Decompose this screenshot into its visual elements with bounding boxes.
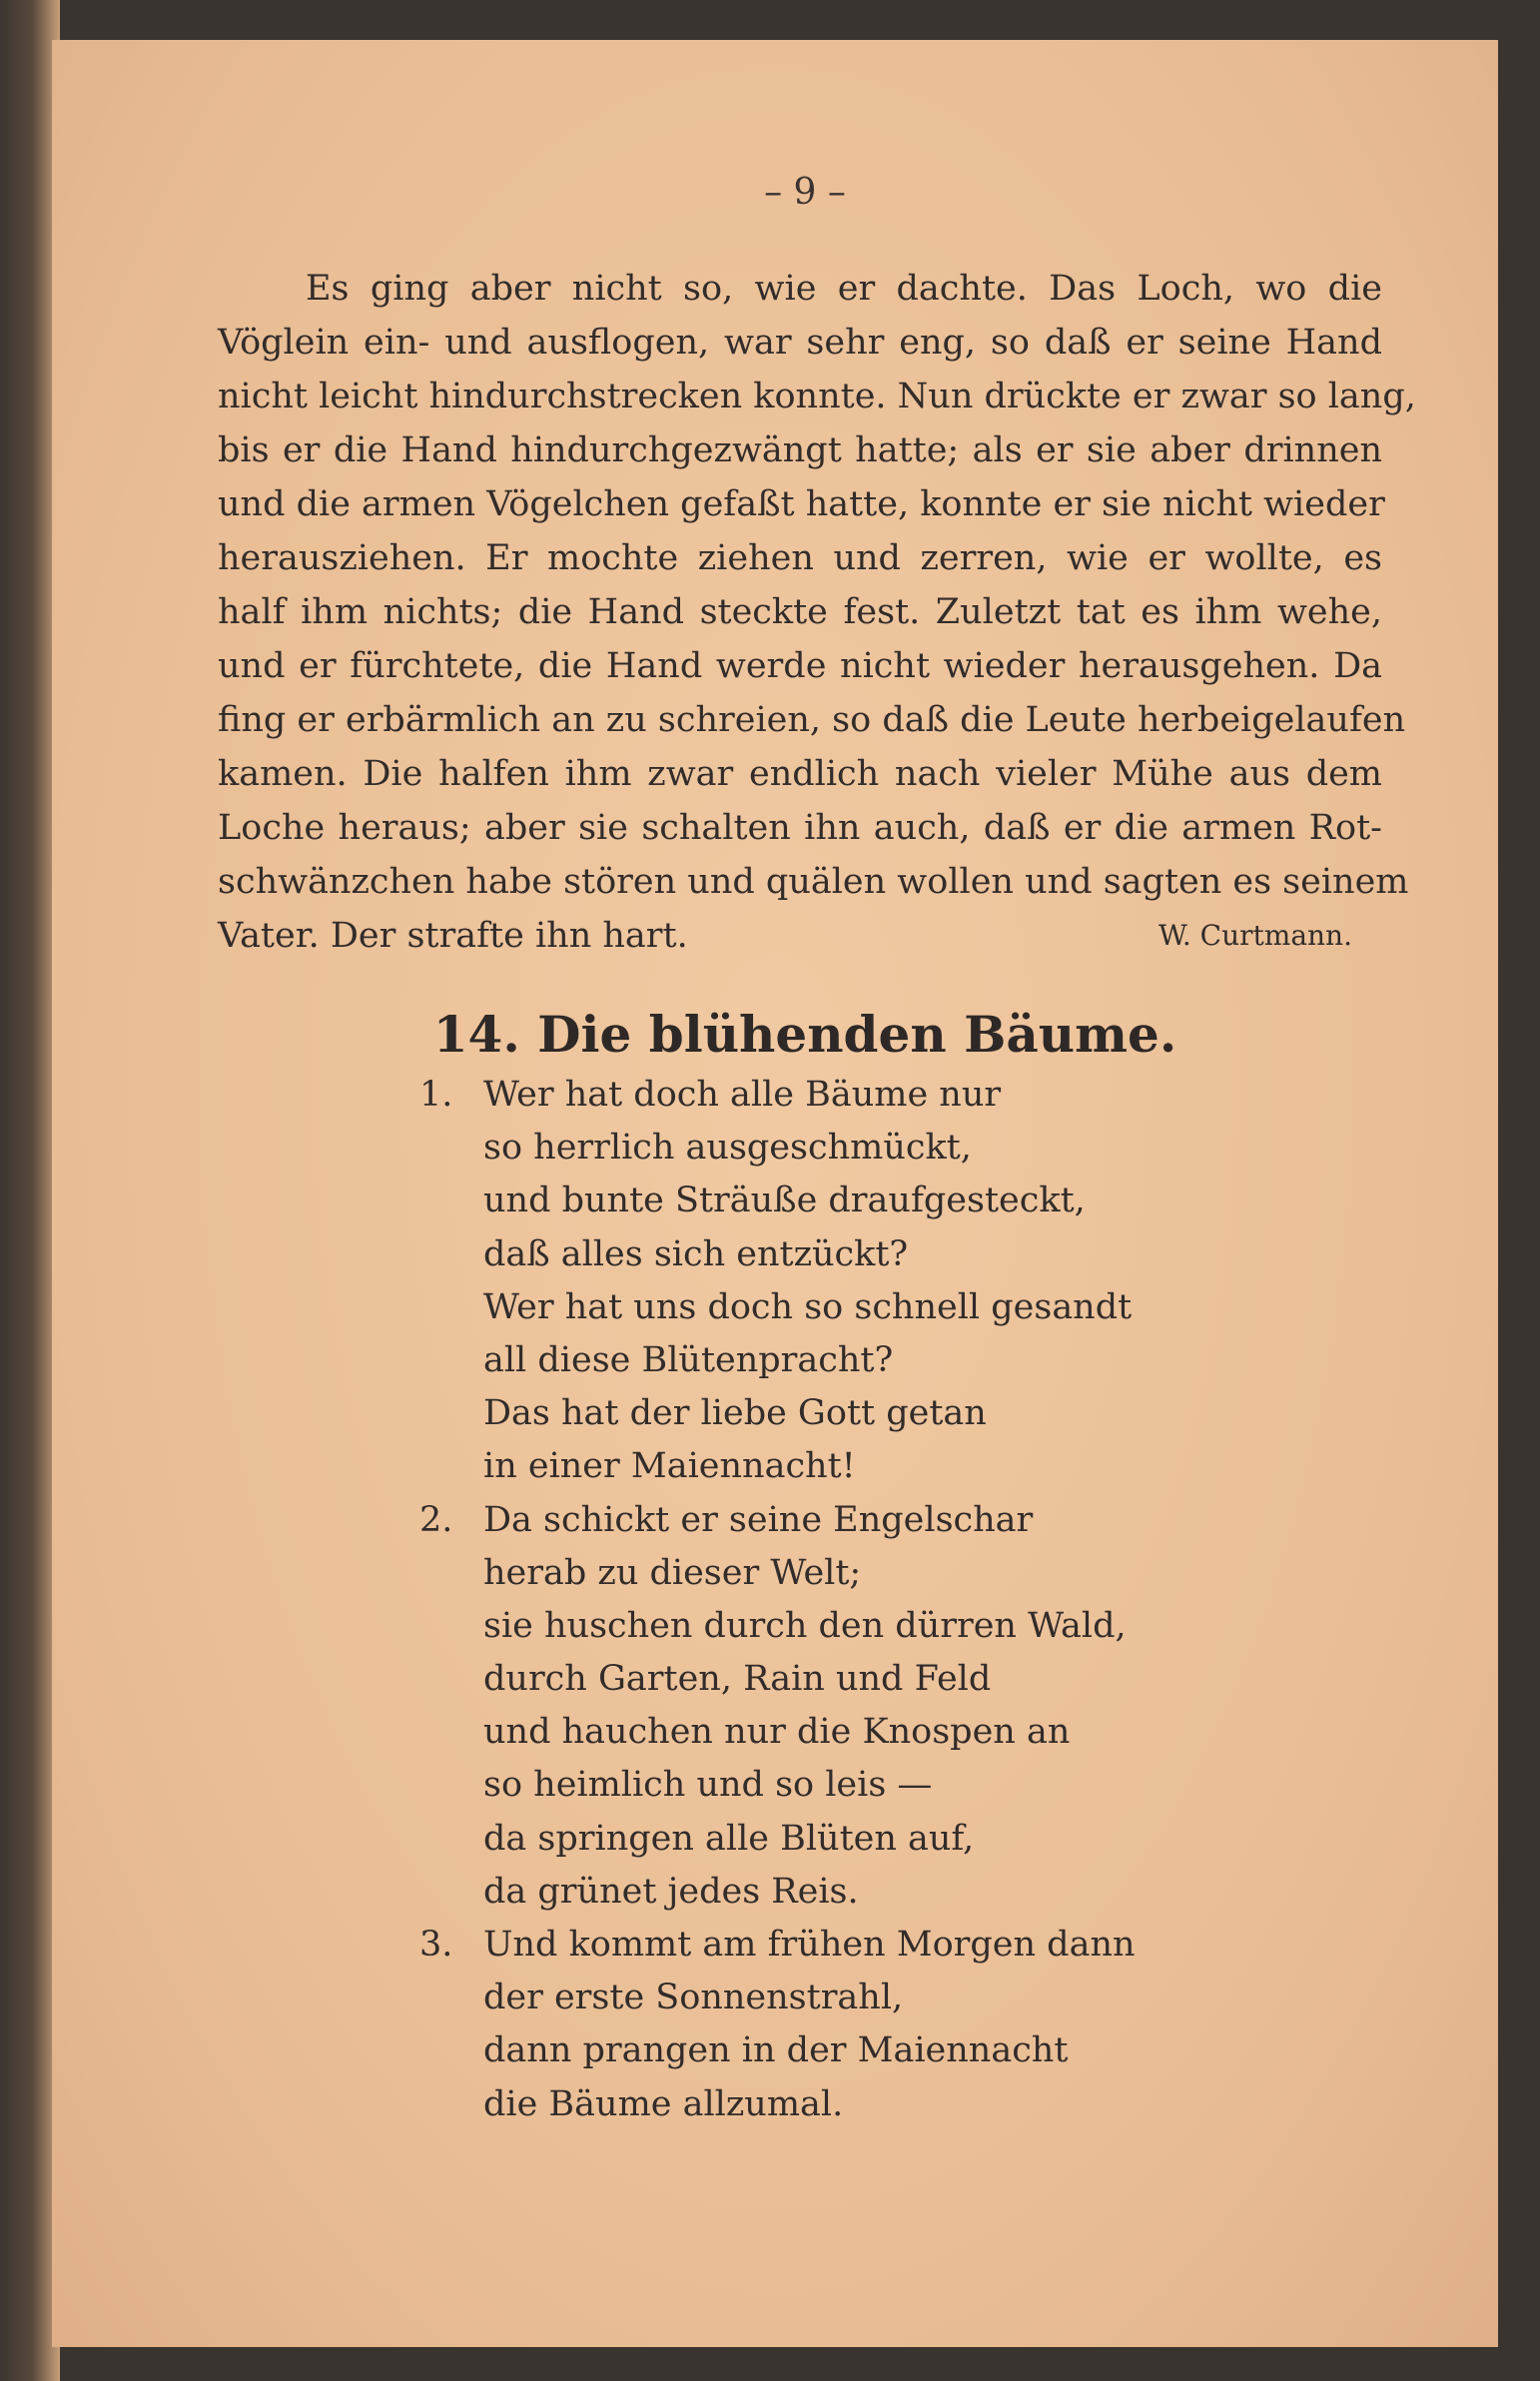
text-line: schwänzchen habe stören und quälen wollen und sagten es seinem: [218, 862, 1409, 902]
stanza-number: 2.: [419, 1499, 453, 1540]
stanza-number: 3.: [419, 1925, 453, 1965]
text-line: bis er die Hand hindurchgezwängt hatte; als er sie aber drinnen: [218, 430, 1382, 470]
poem-line: [419, 1653, 1136, 1706]
poem-line: [419, 2024, 1136, 2077]
poem-line-text: in einer Maiennacht!: [483, 1446, 856, 1487]
poem-line: [419, 1228, 1136, 1281]
poem-line-text: Wer hat doch alle Bäume nur: [483, 1075, 1002, 1115]
text-line: nicht leicht hindurchstrecken konnte. Nun drückte er zwar so lang,: [218, 377, 1416, 416]
poem-line: [419, 1334, 1136, 1387]
text-line: Vöglein ein- und ausflogen, war sehr eng, so daß er seine Hand: [218, 323, 1382, 363]
poem-line: [419, 1494, 1136, 1547]
page-number: – 9 –: [764, 172, 846, 213]
poem-line: [419, 2078, 1136, 2131]
poem-stanza: [419, 1919, 1136, 2131]
poem-line: [419, 1069, 1136, 1122]
text-line: kamen. Die halfen ihm zwar endlich nach vieler Mühe aus dem: [218, 754, 1382, 794]
poem-line-text: herab zu dieser Welt;: [483, 1552, 862, 1593]
poem-line: [419, 1175, 1136, 1227]
poem-line: [419, 1919, 1136, 1972]
poem-stanza: [419, 1494, 1136, 1920]
poem-line-text: und hauchen nur die Knospen an: [483, 1712, 1071, 1753]
poem-line-text: Und kommt am frühen Morgen dann: [483, 1925, 1136, 1965]
poem-line: [419, 1706, 1136, 1759]
poem-body: [419, 1069, 1136, 2131]
poem-stanza: [419, 1069, 1136, 1494]
poem-line: [419, 1866, 1136, 1919]
text-line: herausziehen. Er mochte ziehen und zerren, wie er wollte, es: [218, 538, 1382, 578]
poem-line-text: Wer hat uns doch so schnell gesandt: [483, 1286, 1133, 1327]
text-line: und er fürchtete, die Hand werde nicht wieder herausgehen. Da: [218, 646, 1382, 686]
poem-line: [419, 1813, 1136, 1866]
poem-line: [419, 1122, 1136, 1175]
poem-title: 14. Die blühenden Bäume.: [432, 1005, 1177, 1064]
poem-line: [419, 1972, 1136, 2024]
text-line: fing er erbärmlich an zu schreien, so daß die Leute herbeigelaufen: [218, 700, 1406, 740]
poem-line-text: Das hat der liebe Gott getan: [483, 1393, 987, 1434]
poem-line-text: da springen alle Blüten auf,: [483, 1818, 975, 1859]
poem-line: [419, 1600, 1136, 1653]
stanza-number: 1.: [419, 1075, 453, 1115]
poem-line-text: dann prangen in der Maiennacht: [483, 2030, 1069, 2071]
text-line: Loche heraus; aber sie schalten ihn auch, daß er die armen Rot-: [218, 808, 1382, 848]
poem-line: [419, 1759, 1136, 1812]
poem-line-text: so herrlich ausgeschmückt,: [483, 1128, 972, 1169]
poem-line: [419, 1440, 1136, 1493]
poem-line-text: durch Garten, Rain und Feld: [483, 1659, 992, 1700]
text-line: Es ging aber nicht so, wie er dachte. Das Loch, wo die: [306, 269, 1382, 309]
poem-line-text: und bunte Sträuße draufgesteckt,: [483, 1181, 1086, 1221]
poem-line-text: da grünet jedes Reis.: [483, 1871, 859, 1912]
poem-line-text: Da schickt er seine Engelschar: [483, 1499, 1034, 1540]
poem-line-text: so heimlich und so leis —: [483, 1765, 933, 1806]
book-spine: [0, 0, 60, 2381]
prose-paragraph: [218, 262, 1416, 963]
text-line: und die armen Vögelchen gefaßt hatte, konnte er sie nicht wieder: [218, 484, 1385, 524]
poem-line: [419, 1547, 1136, 1600]
text-line: half ihm nichts; die Hand steckte fest. Zuletzt tat es ihm wehe,: [218, 592, 1382, 632]
author-signature: W. Curtmann.: [1158, 919, 1352, 952]
poem-line: [419, 1387, 1136, 1440]
poem-line-text: der erste Sonnenstrahl,: [483, 1978, 904, 2018]
last-text-line: Vater. Der strafte ihn hart.: [218, 916, 688, 956]
poem-line-text: die Bäume allzumal.: [483, 2083, 844, 2124]
poem-line-text: sie huschen durch den dürren Wald,: [483, 1605, 1127, 1646]
poem-line-text: daß alles sich entzückt?: [483, 1233, 909, 1274]
text-line: [218, 909, 1382, 963]
poem-line: [419, 1281, 1136, 1334]
poem-line-text: all diese Blütenpracht?: [483, 1339, 894, 1380]
